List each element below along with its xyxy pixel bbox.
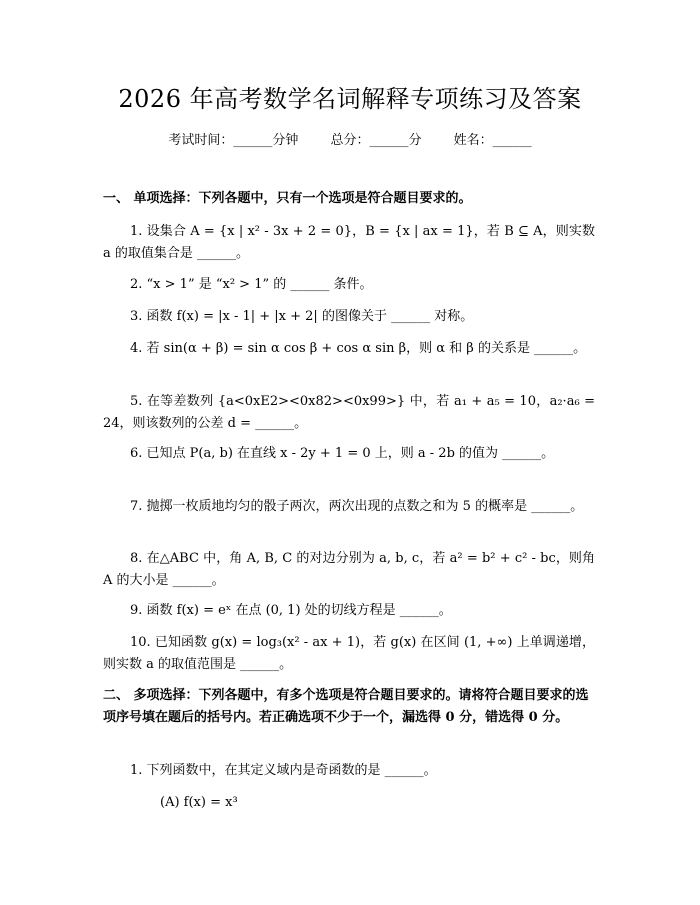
question-9: 9. 函数 f(x) = eˣ 在点 (0, 1) 处的切线方程是 ______。 xyxy=(130,603,452,618)
question-4: 4. 若 sin(α + β) = sin α cos β + cos α sin β，则 α 和 β 的关系是 ______。 xyxy=(130,341,587,356)
mc-option-a: (A) f(x) = x³ xyxy=(160,795,238,810)
question-2: 2. “x > 1” 是 “x² > 1” 的 ______ 条件。 xyxy=(130,277,373,292)
section-heading-multiple-choice: 二、 多项选择：下列各题中，有多个选项是符合题目要求的。请将符合题目要求的选项序号填在题后的括号内。若正确选项不少于一个，漏选得 0 分，错选得 0 分。 xyxy=(103,688,589,725)
question-8: 8. 在△ABC 中，角 A, B, C 的对边分别为 a, b, c，若 a² = b² + c² - bc，则角 A 的大小是 ______。 xyxy=(103,551,595,588)
exam-time-field: 考试时间：______分钟 xyxy=(168,133,299,148)
question-5: 5. 在等差数列 {a<0xE2><0x82><0x99>} 中，若 a₁ + a₅ = 10，a₂·a₆ = 24，则该数列的公差 d = ______。 xyxy=(103,394,595,431)
exam-info-line xyxy=(0,131,700,151)
question-6: 6. 已知点 P(a, b) 在直线 x - 2y + 1 = 0 上，则 a - 2b 的值为 ______。 xyxy=(130,446,555,461)
question-7: 7. 抛掷一枚质地均匀的骰子两次，两次出现的点数之和为 5 的概率是 ______。 xyxy=(130,499,584,514)
total-score-field: 总分：______分 xyxy=(330,133,422,148)
question-10: 10. 已知函数 g(x) = log₃(x² - ax + 1)，若 g(x) 在区间 (1, +∞) 上单调递增，则实数 a 的取值范围是 ______。 xyxy=(103,635,595,672)
question-1: 1. 设集合 A = {x | x² - 3x + 2 = 0}，B = {x | ax = 1}，若 B ⊆ A，则实数 a 的取值集合是 ______。 xyxy=(103,224,595,261)
mc-question-1: 1. 下列函数中，在其定义域内是奇函数的是 ______。 xyxy=(130,763,437,778)
section-heading-single-choice: 一、 单项选择：下列各题中，只有一个选项是符合题目要求的。 xyxy=(103,191,472,206)
name-field: 姓名：______ xyxy=(453,133,532,148)
page-title: 2026 年高考数学名词解释专项练习及答案 xyxy=(118,85,582,113)
question-3: 3. 函数 f(x) = |x - 1| + |x + 2| 的图像关于 ______ 对称。 xyxy=(130,309,474,324)
